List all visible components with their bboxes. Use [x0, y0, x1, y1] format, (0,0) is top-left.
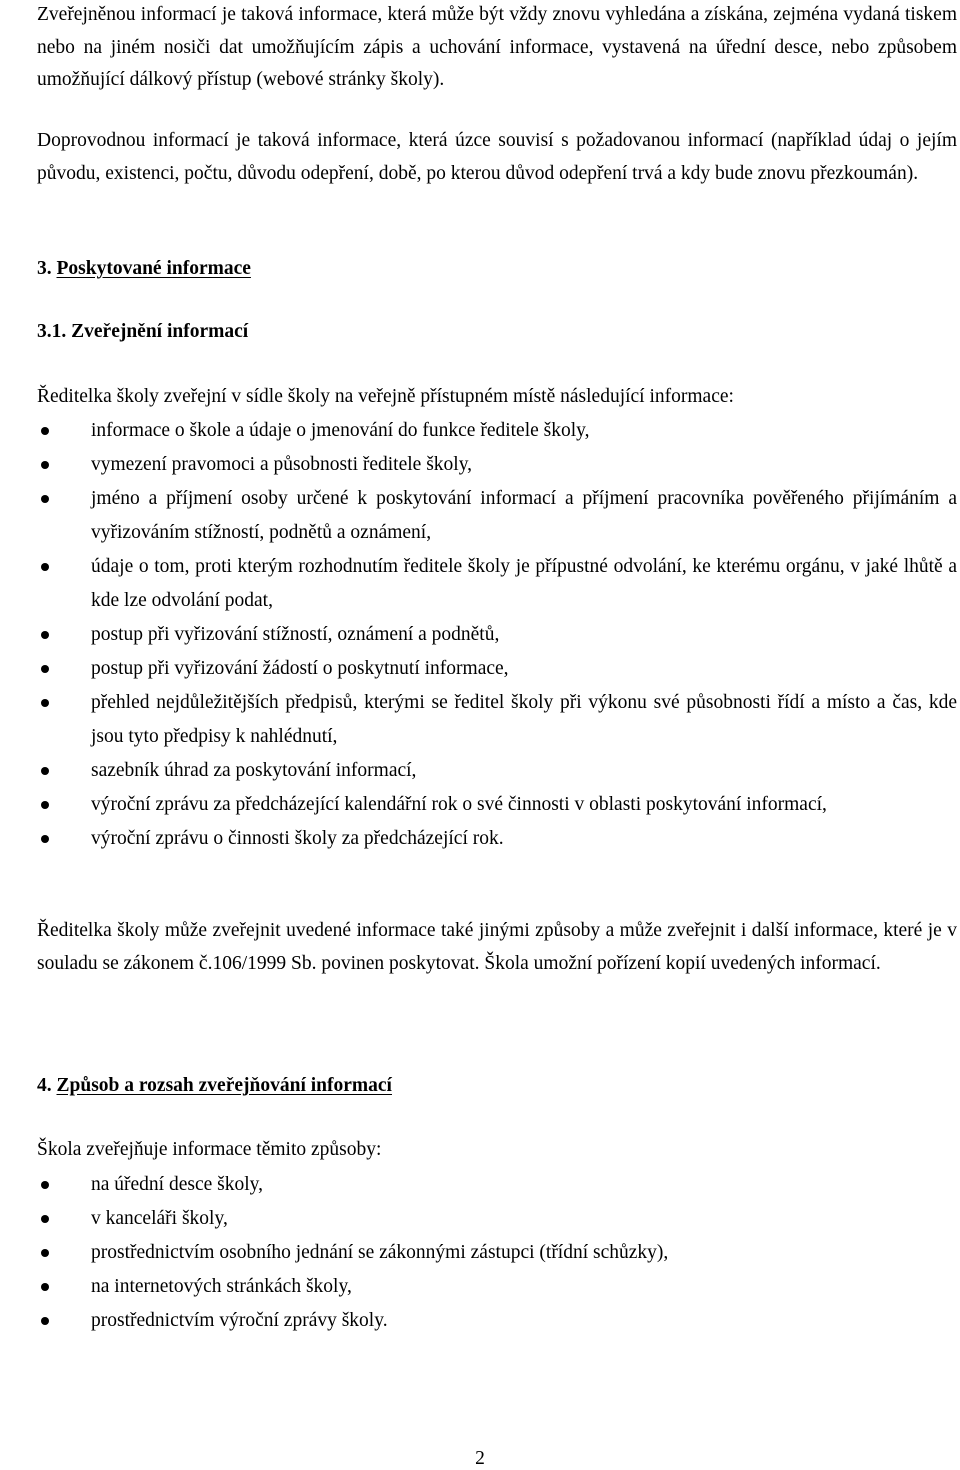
section-4-lead: Škola zveřejňuje informace těmito způsoby: [37, 1139, 382, 1160]
list-item: postup při vyřizování stížností, oznámení a podnětů, [37, 618, 957, 652]
list-item: sazebník úhrad za poskytování informací, [37, 754, 957, 788]
list-item: postup při vyřizování žádostí o poskytnutí informace, [37, 652, 957, 686]
list-item: v kanceláři školy, [37, 1202, 957, 1236]
list-item: na úřední desce školy, [37, 1168, 957, 1202]
list-item: informace o škole a údaje o jmenování do funkce ředitele školy, [37, 414, 957, 448]
section-3-title: Poskytované informace [56, 258, 251, 279]
paragraph-published-info: Zveřejněnou informací je taková informace, která může být vždy znovu vyhledána a získána, zejména vydaná tiskem nebo na jiném nosiči dat umožňujícím zápis a uchování informace, vystavená na úřední desce, nebo způsobem umožňující dálkový přístup (webové stránky školy). [37, 4, 957, 90]
list-item: jméno a příjmení osoby určené k poskytování informací a příjmení pracovníka pověřeného přijímáním a vyřizováním stížností, podnětů a oznámení, [37, 482, 957, 550]
section-3-list [37, 414, 957, 856]
section-3-1-heading [37, 316, 248, 348]
list-item: vymezení pravomoci a působnosti ředitele školy, [37, 448, 957, 482]
section-3-number: 3. [37, 258, 52, 279]
list-item: výroční zprávu za předcházející kalendářní rok o své činnosti v oblasti poskytování informací, [37, 788, 957, 822]
section-3-heading [37, 253, 251, 285]
section-3-1-title: Zveřejnění informací [71, 321, 249, 342]
section-4-heading [37, 1070, 392, 1102]
section-4-list [37, 1168, 957, 1338]
list-item: přehled nejdůležitějších předpisů, kterými se ředitel školy při výkonu své působnosti řídí a místo a čas, kde jsou tyto předpisy k nahlédnutí, [37, 686, 957, 754]
page-number: 2 [475, 1448, 485, 1469]
list-item: prostřednictvím osobního jednání se zákonnými zástupci (třídní schůzky), [37, 1236, 957, 1270]
paragraph-accompanying-info: Doprovodnou informací je taková informace, která úzce souvisí s požadovanou informací (například údaj o jejím původu, existenci, počtu, důvodu odepření, době, po kterou důvod odepření trvá a kdy bude znovu přezkoumán). [37, 130, 957, 184]
section-4-title: Způsob a rozsah zveřejňování informací [56, 1075, 392, 1096]
section-3-closing: Ředitelka školy může zveřejnit uvedené informace také jinými způsoby a může zveřejnit i další informace, které je v souladu se zákonem č.106/1999 Sb. povinen poskytovat. Škola umožní pořízení kopií uvedených informací. [37, 920, 957, 974]
section-3-lead: Ředitelka školy zveřejní v sídle školy na veřejně přístupném místě následující informace: [37, 386, 734, 407]
list-item: výroční zprávu o činnosti školy za předcházející rok. [37, 822, 957, 856]
list-item: údaje o tom, proti kterým rozhodnutím ředitele školy je přípustné odvolání, ke kterému orgánu, v jaké lhůtě a kde lze odvolání podat, [37, 550, 957, 618]
section-3-1-number: 3.1. [37, 321, 67, 342]
list-item: na internetových stránkách školy, [37, 1270, 957, 1304]
list-item: prostřednictvím výroční zprávy školy. [37, 1304, 957, 1338]
section-4-number: 4. [37, 1075, 52, 1096]
